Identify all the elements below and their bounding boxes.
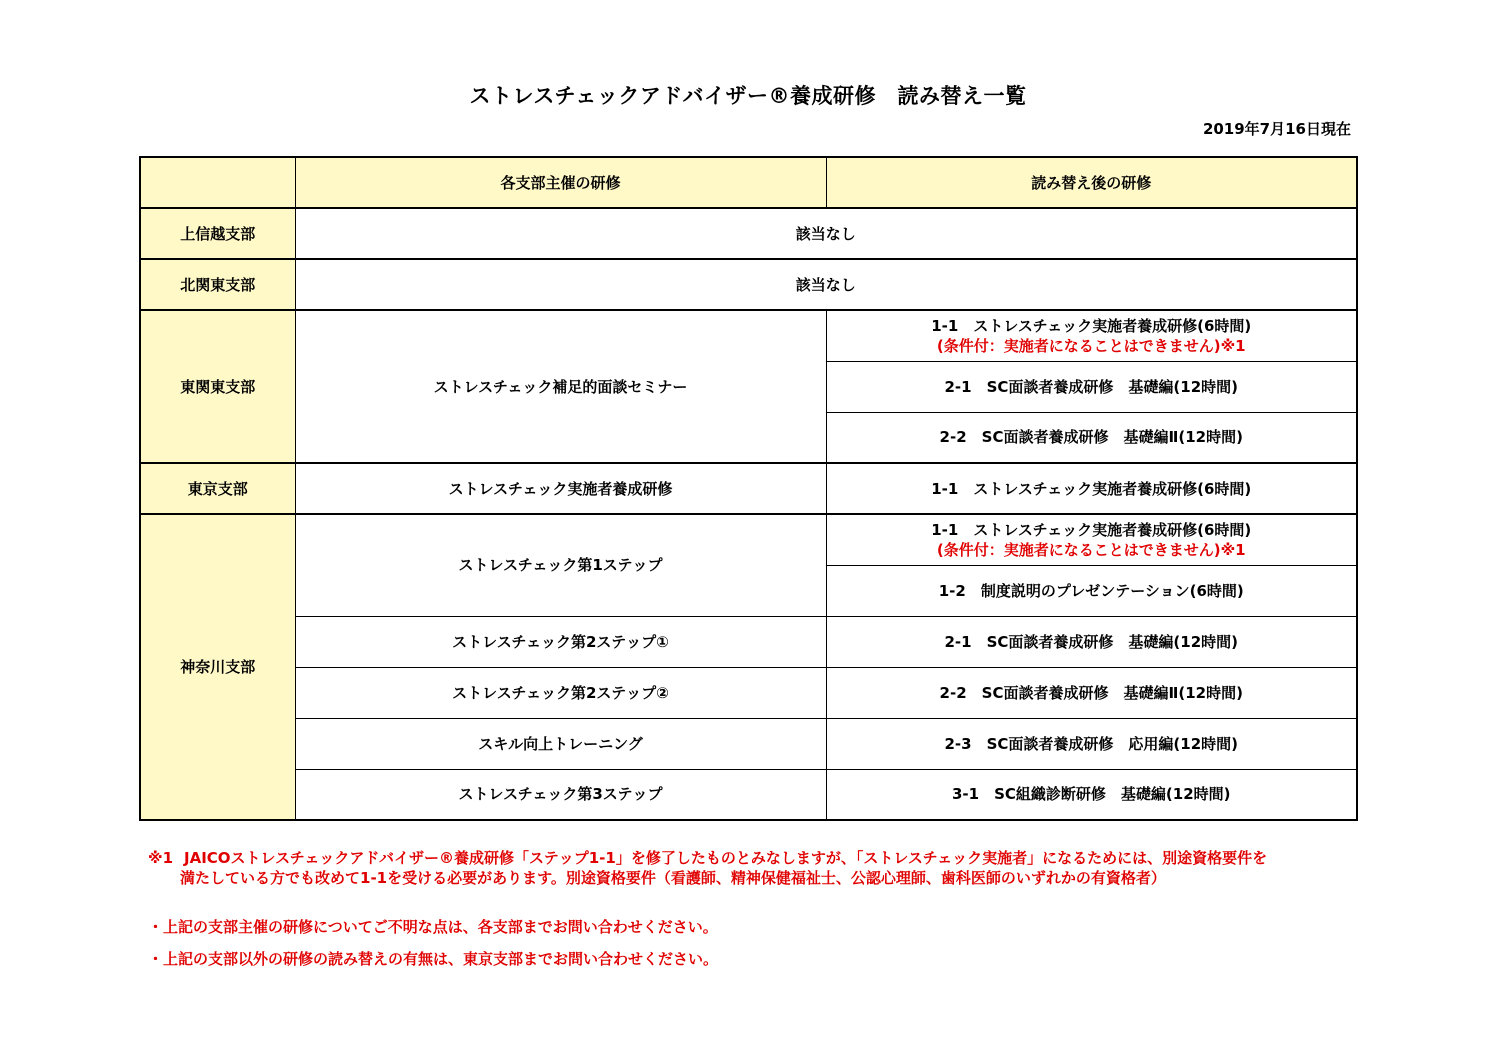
header-corner-cell — [140, 157, 295, 208]
table-row — [140, 667, 1357, 718]
training-cell: ストレスチェック第2ステップ② — [295, 667, 826, 718]
training-cell: ストレスチェック補足的面談セミナー — [295, 310, 826, 463]
table-row — [140, 208, 1357, 259]
header-substituted-training: 読み替え後の研修 — [826, 157, 1357, 208]
not-applicable-cell: 該当なし — [295, 259, 1357, 310]
substituted-line: 1-1 ストレスチェック実施者養成研修(6時間) — [931, 316, 1252, 335]
table-row — [140, 769, 1357, 820]
table-row — [140, 259, 1357, 310]
header-branch-training: 各支部主催の研修 — [295, 157, 826, 208]
substituted-cell: 2-1 SC面談者養成研修 基礎編(12時間) — [826, 616, 1357, 667]
substituted-line: 1-1 ストレスチェック実施者養成研修(6時間) — [931, 520, 1252, 539]
branch-cell-higashikanto: 東関東支部 — [140, 310, 295, 463]
branch-cell-kitakanto: 北関東支部 — [140, 259, 295, 310]
footnote-1-line2: 満たしている方でも改めて1-1を受ける必要があります。別途資格要件（看護師、精神保健福祉士、公認心理師、歯科医師のいずれかの有資格者） — [180, 869, 1166, 887]
contact-note-tokyo: ・上記の支部以外の研修の読み替えの有無は、東京支部までお問い合わせください。 — [148, 950, 719, 968]
condition-note: (条件付：実施者になることはできません)※1 — [936, 540, 1246, 559]
condition-note: (条件付：実施者になることはできません)※1 — [936, 336, 1246, 355]
table-row — [140, 310, 1357, 361]
substituted-cell — [826, 514, 1357, 565]
substituted-cell: 2-2 SC面談者養成研修 基礎編Ⅱ(12時間) — [826, 412, 1357, 463]
footnote-1-line1: JAICOストレスチェックアドバイザー®養成研修「ステップ1-1」を修了したものとみなしますが、「ストレスチェック実施者」になるためには、別途資格要件を — [184, 849, 1268, 867]
substituted-cell: 2-2 SC面談者養成研修 基礎編Ⅱ(12時間) — [826, 667, 1357, 718]
table-header-row — [140, 157, 1357, 208]
substituted-cell: 3-1 SC組織診断研修 基礎編(12時間) — [826, 769, 1357, 820]
table-row — [140, 718, 1357, 769]
substituted-cell: 2-1 SC面談者養成研修 基礎編(12時間) — [826, 361, 1357, 412]
training-cell: ストレスチェック第1ステップ — [295, 514, 826, 616]
page-title: ストレスチェックアドバイザー®養成研修 読み替え一覧 — [469, 84, 1027, 108]
substituted-cell: 2-3 SC面談者養成研修 応用編(12時間) — [826, 718, 1357, 769]
substituted-cell — [826, 310, 1357, 361]
table-row — [140, 514, 1357, 565]
training-cell: スキル向上トレーニング — [295, 718, 826, 769]
substituted-cell: 1-1 ストレスチェック実施者養成研修(6時間) — [826, 463, 1357, 514]
footnote-1 — [148, 848, 1348, 888]
contact-note-branch: ・上記の支部主催の研修についてご不明な点は、各支部までお問い合わせください。 — [148, 918, 718, 936]
not-applicable-cell: 該当なし — [295, 208, 1357, 259]
substitution-table — [139, 156, 1358, 821]
footnote-block — [148, 848, 1348, 888]
training-cell: ストレスチェック第2ステップ① — [295, 616, 826, 667]
table-row — [140, 463, 1357, 514]
branch-cell-kanagawa: 神奈川支部 — [140, 514, 295, 820]
training-cell: ストレスチェック第3ステップ — [295, 769, 826, 820]
branch-cell-tokyo: 東京支部 — [140, 463, 295, 514]
table-row — [140, 616, 1357, 667]
substituted-cell: 1-2 制度説明のプレゼンテーション(6時間) — [826, 565, 1357, 616]
training-cell: ストレスチェック実施者養成研修 — [295, 463, 826, 514]
as-of-date: 2019年7月16日現在 — [1202, 120, 1351, 138]
footnote-mark: ※1 — [148, 849, 174, 867]
branch-cell-joshinetsu: 上信越支部 — [140, 208, 295, 259]
